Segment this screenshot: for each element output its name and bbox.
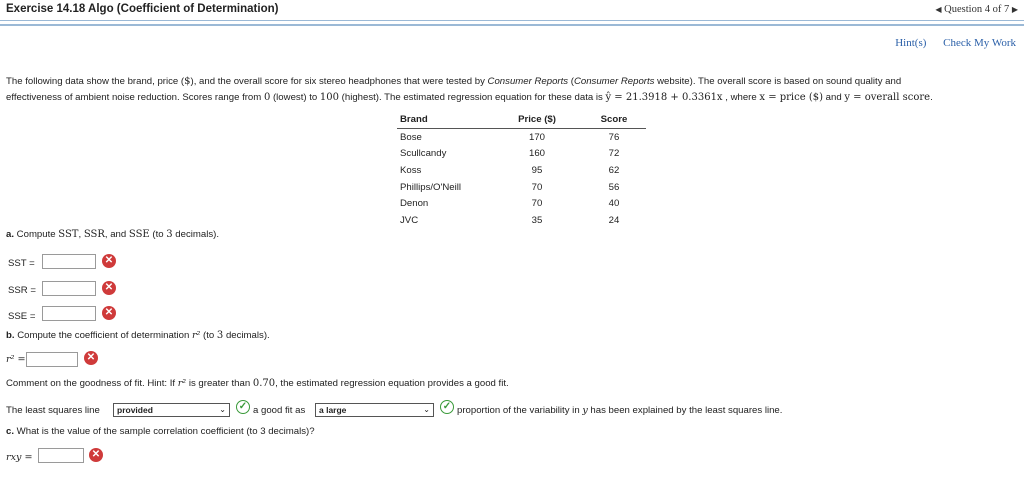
incorrect-icon: ✕: [102, 254, 116, 268]
part-c-prompt: c. What is the value of the sample correlation coefficient (to 3 decimals)?: [6, 426, 315, 437]
ssr-input[interactable]: [42, 281, 96, 296]
rxy-input[interactable]: [38, 448, 84, 463]
incorrect-icon: ✕: [102, 281, 116, 295]
ssr-label: SSR =: [8, 285, 36, 296]
data-table: [397, 112, 646, 229]
column-header-score: Score: [582, 112, 646, 129]
r2-input[interactable]: [26, 352, 78, 367]
goodness-of-fit-hint: Comment on the goodness of fit. Hint: If r² is greater than 0.70, the estimated regression equation provides a good fit.: [6, 378, 509, 389]
part-a-prompt: a. Compute SST, SSR, and SSE (to 3 decimals).: [6, 229, 220, 240]
regression-equation: ŷ = 21.3918 + 0.3361x: [605, 92, 723, 103]
table-row: Scullcandy 160 72: [400, 148, 620, 160]
check-my-work-link[interactable]: Check My Work: [943, 37, 1016, 49]
hint-link[interactable]: Hint(s): [895, 37, 927, 49]
chevron-down-icon: ⌄: [423, 405, 430, 414]
correct-icon: ✓: [440, 400, 454, 414]
table-row: Bose 170 76: [400, 131, 620, 143]
table-row: Denon 70 40: [400, 198, 620, 210]
column-header-price: Price ($): [492, 112, 582, 129]
triangle-left-icon[interactable]: ◀: [935, 5, 942, 14]
table-row: Phillips/O'Neill 70 56: [400, 181, 620, 193]
exercise-title: Exercise 14.18 Algo (Coefficient of Determination): [6, 3, 279, 15]
sst-label: SST =: [8, 258, 35, 269]
incorrect-icon: ✕: [89, 448, 103, 462]
proportion-select[interactable]: a large ⌄: [315, 403, 434, 417]
least-squares-text: The least squares line: [6, 405, 100, 416]
good-fit-text: a good fit as: [253, 405, 306, 416]
problem-statement: The following data show the brand, price ($), and the overall score for six stereo headphones that were tested by Consumer Reports (Consumer Reports website). The overall score is based on sound quality and effectiveness of ambient noise reduction. Scores range from 0 (lowest) to 100 (highest). The estimated regression equation for these data is ŷ = 21.3918 + 0.3361x , where x = price ($) and y = overall score.: [6, 76, 933, 103]
correct-icon: ✓: [236, 400, 250, 414]
table-row: JVC 35 24: [400, 214, 620, 226]
part-b-prompt: b. Compute the coefficient of determination r² (to 3 decimals).: [6, 330, 270, 341]
triangle-right-icon[interactable]: ▶: [1011, 5, 1018, 14]
chevron-down-icon: ⌄: [219, 405, 226, 414]
fit-quality-select[interactable]: provided ⌄: [113, 403, 230, 417]
sse-input[interactable]: [42, 306, 96, 321]
table-row: Koss 95 62: [400, 164, 620, 176]
sse-label: SSE =: [8, 311, 36, 322]
column-header-brand: Brand: [397, 112, 492, 129]
question-navigator[interactable]: [935, 4, 1018, 15]
incorrect-icon: ✕: [102, 306, 116, 320]
help-links: [881, 37, 1016, 49]
r2-label: r² =: [6, 354, 26, 365]
question-counter: Question 4 of 7: [944, 4, 1010, 15]
sst-input[interactable]: [42, 254, 96, 269]
proportion-text: proportion of the variability in y has been explained by the least squares line.: [457, 405, 783, 416]
rxy-label: rxy =: [6, 452, 33, 463]
incorrect-icon: ✕: [84, 351, 98, 365]
